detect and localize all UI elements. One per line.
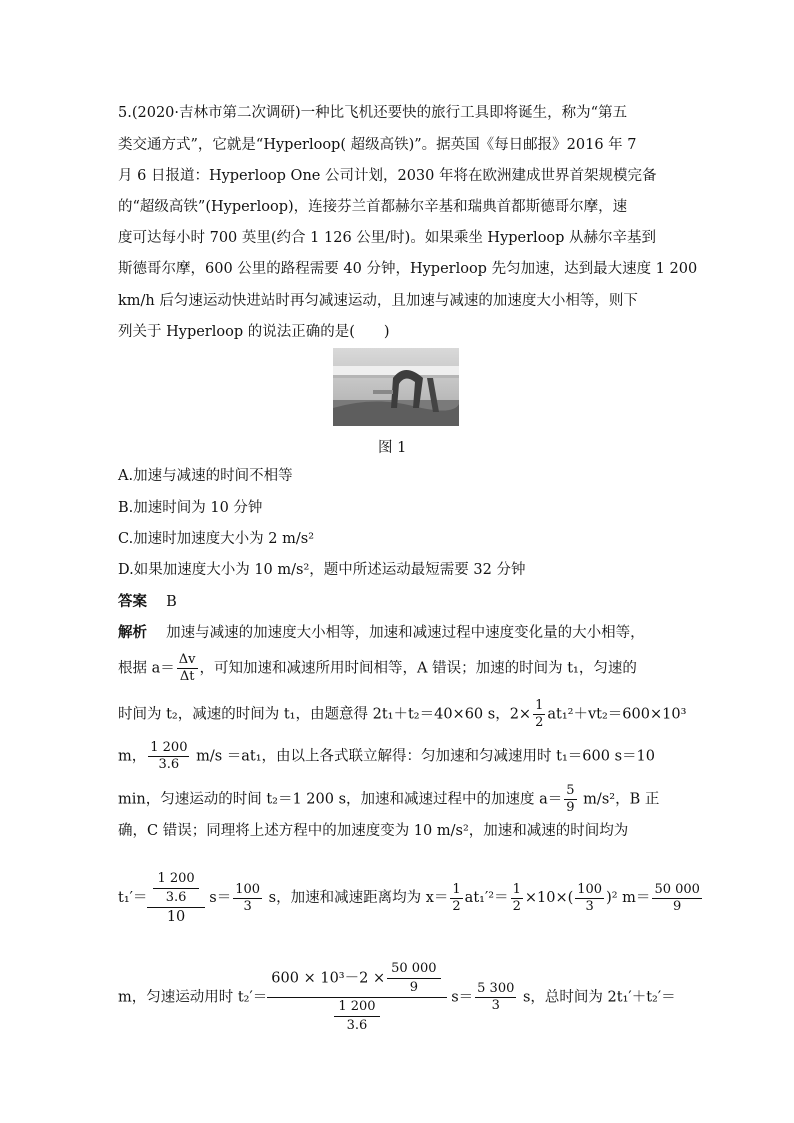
question-line-7: km/h 后匀速运动快进站时再匀减速运动，且加速与减速的加速度大小相等，则下	[118, 293, 638, 309]
option-c: C.加速时加速度大小为 2 m/s²	[118, 531, 315, 547]
analysis-line-1: 解析 加速与减速的加速度大小相等，加速和减速过程中速度变化量的大小相等，	[118, 624, 645, 641]
analysis-line-4: m， $\frac{1 200}{3.6}$ m/s ＝at₁，由以上各式联立解得：匀加速和匀减速用时 t₁＝600 s＝10	[118, 740, 655, 772]
option-d: D.如果加速度大小为 10 m/s²，题中所述运动最短需要 32 分钟	[118, 562, 526, 578]
fraction-5-9: $\frac{5}{9}$	[566, 783, 575, 815]
fraction-t1-prime: $\frac{\frac{1 200}{3.6}}{10}$	[147, 870, 204, 926]
question-line-8: 列关于 Hyperloop 的说法正确的是( )	[118, 324, 390, 340]
hyperloop-figure	[333, 348, 459, 426]
answer-line	[118, 592, 177, 612]
question-line-3: 月 6 日报道：Hyperloop One 公司计划，2030 年将在欧洲建成世界首架规模完备	[118, 168, 657, 184]
analysis-label: 解析	[118, 624, 147, 641]
analysis-line-3: 时间为 t₂，减速的时间为 t₁，由题意得 2t₁＋t₂＝40×60 s，2× $\frac{1}{2}$ at₁²＋vt₂＝600×10³	[118, 698, 687, 730]
question-line-4: 的“超级高铁”(Hyperloop)，连接芬兰首都赫尔辛基和瑞典首都斯德哥尔摩，速	[118, 199, 628, 215]
fraction-t2-prime: 600 × 10³－2 × $\frac{50 000}{9}$ $\frac{1 200}{3.6}$	[267, 960, 446, 1035]
question-line-6: 斯德哥尔摩，600 公里的路程需要 40 分钟，Hyperloop 先匀加速，达到最大速度 1 200	[118, 261, 698, 277]
figure-caption: 图 1	[378, 440, 407, 456]
answer-label: 答案	[118, 593, 147, 610]
fraction-1200-3.6: $\frac{1 200}{3.6}$	[150, 740, 188, 772]
option-b: B.加速时间为 10 分钟	[118, 500, 263, 516]
analysis-line-2: 根据 a＝ $\frac{\Delta v}{\Delta t}$ ，可知加速和减速所用时间相等，A 错误；加速的时间为 t₁，匀速的	[118, 652, 637, 684]
question-line-5: 度可达每小时 700 英里(约合 1 126 公里/时)。如果乘坐 Hyperloop 从赫尔辛基到	[118, 230, 657, 246]
analysis-line-6: 确，C 错误；同理将上述方程中的加速度变为 10 m/s²，加速和减速的时间均为	[118, 823, 629, 839]
analysis-line-5: min，匀速运动的时间 t₂＝1 200 s，加速和减速过程中的加速度 a＝ $\frac{5}{9}$ m/s²，B 正	[118, 783, 660, 815]
analysis-line-7: t₁′＝ $\frac{\frac{1 200}{3.6}}{10}$ s＝ $\frac{100}{3}$ s，加速和减速距离均为 x＝ $\frac{1}{2}$ at₁′²＝ $\frac{1}{2}$ ×10×( $\frac{100}{3}$ )² m＝ $\frac{50 000}{9}$	[118, 871, 700, 925]
fraction-dv-dt: $\frac{\Delta v}{\Delta t}$	[178, 652, 196, 684]
question-line-2: 类交通方式”，它就是“Hyperloop( 超级高铁)”。据英国《每日邮报》2016 年 7	[118, 137, 637, 153]
option-a: A.加速与减速的时间不相等	[118, 468, 293, 484]
analysis-line-8: m，匀速运动用时 t₂′＝ 600 × 10³－2 × $\frac{50 000}{9}$ $\frac{1 200}{3.6}$ s＝ $\frac{5 300}{3}$ s，总时间为 2t₁′＋t₂′＝	[118, 961, 676, 1033]
question-line-1: 5.(2020·吉林市第二次调研)一种比飞机还要快的旅行工具即将诞生，称为“第五	[118, 105, 628, 121]
answer-value: B	[166, 594, 177, 610]
fraction-half: $\frac{1}{2}$	[535, 698, 544, 730]
